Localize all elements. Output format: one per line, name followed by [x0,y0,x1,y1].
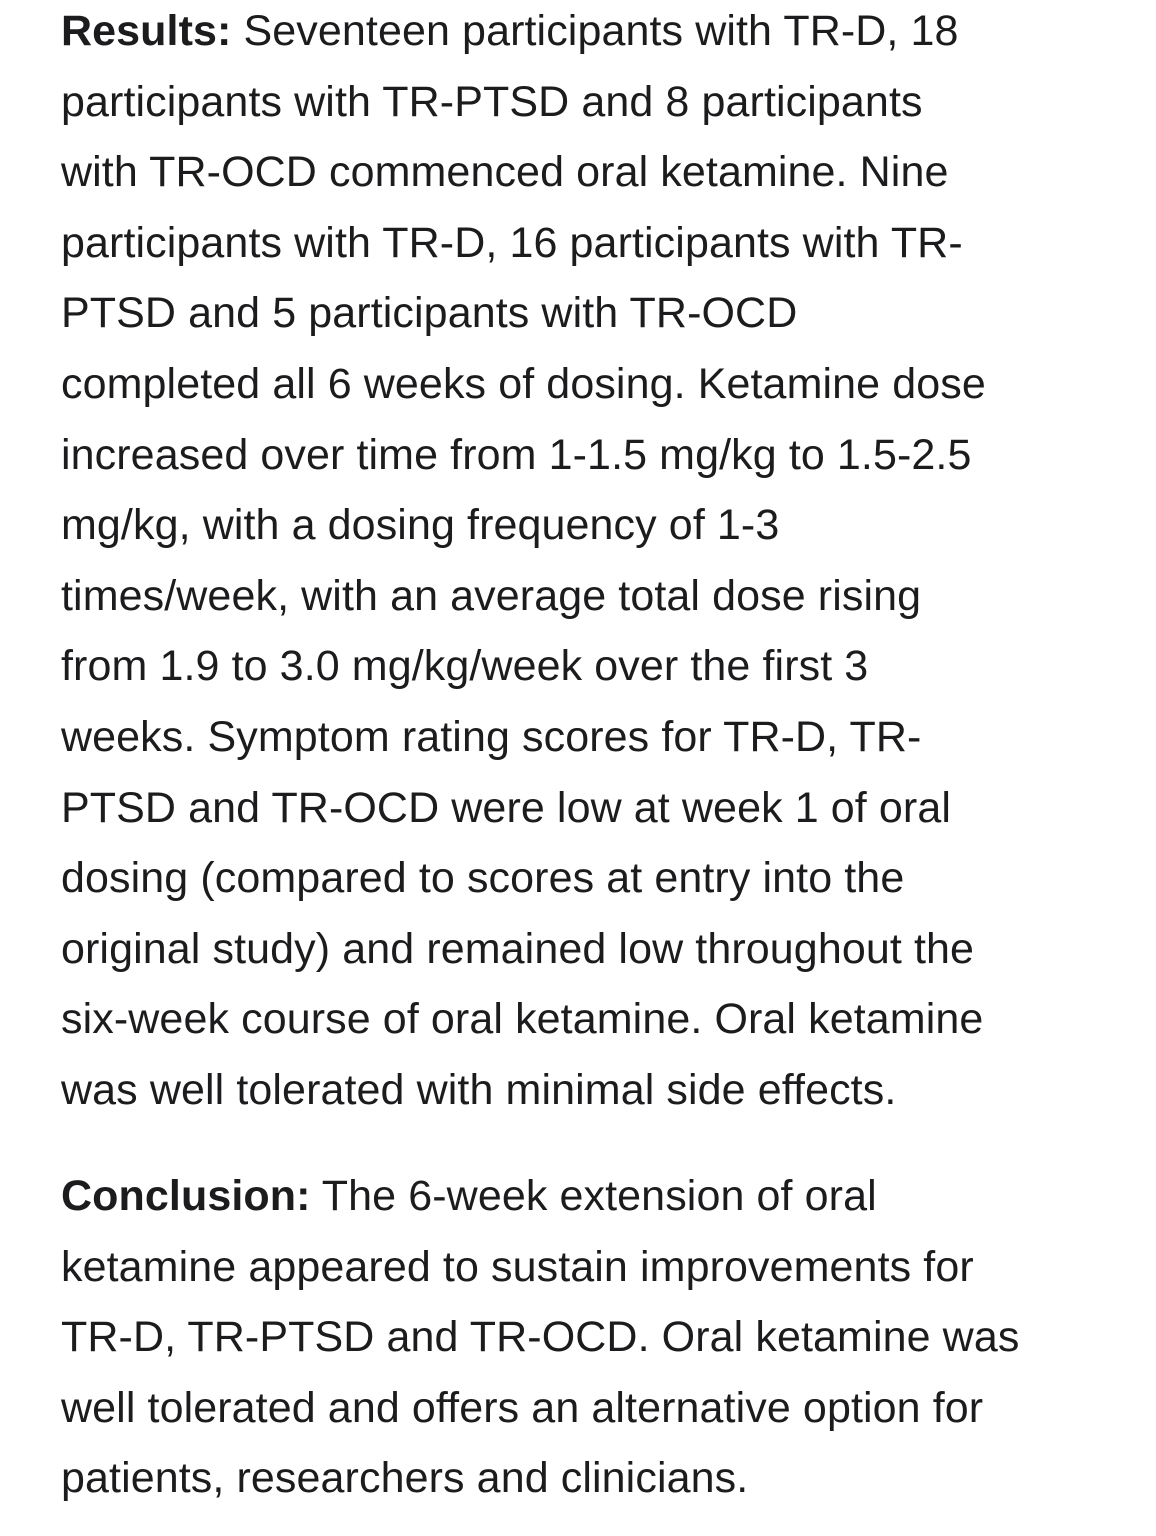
results-paragraph [61,0,1121,1126]
results-text-line: increased over time from 1-1.5 mg/kg to 1.5-2.5 [61,430,972,479]
results-text-line: weeks. Symptom rating scores for TR-D, TR- [61,712,922,761]
results-label: Results: [61,7,232,55]
conclusion-label: Conclusion: [61,1172,311,1220]
results-text-line: participants with TR-PTSD and 8 participants [61,77,923,126]
results-text-line: times/week, with an average total dose rising [61,571,922,620]
results-text-line: with TR-OCD commenced oral ketamine. Nine [61,148,949,197]
conclusion-text-line: The 6-week extension of oral [310,1172,877,1220]
results-text-line: mg/kg, with a dosing frequency of 1-3 [61,501,780,550]
results-text-line: participants with TR-D, 16 participants with TR- [61,218,963,267]
results-text-line: was well tolerated with minimal side effects. [61,1065,897,1114]
results-text-line: PTSD and 5 participants with TR-OCD [61,289,798,338]
conclusion-text-line: TR-D, TR-PTSD and TR-OCD. Oral ketamine was [61,1313,1020,1362]
results-text-line: six-week course of oral ketamine. Oral ketamine [61,995,984,1044]
conclusion-line-1 [61,1161,1121,1232]
conclusion-text-line: patients, researchers and clinicians. [61,1454,749,1503]
conclusion-text-line: ketamine appeared to sustain improvements for [61,1242,974,1291]
results-text-line: dosing (compared to scores at entry into the [61,854,905,903]
results-text-line: PTSD and TR-OCD were low at week 1 of oral [61,783,952,832]
results-text-line: completed all 6 weeks of dosing. Ketamine dose [61,359,986,408]
results-text-line: original study) and remained low throughout the [61,924,975,973]
conclusion-text-line: well tolerated and offers an alternative option for [61,1383,984,1432]
conclusion-paragraph [61,1161,1121,1514]
results-text-line: Seventeen participants with TR-D, 18 [231,7,959,55]
results-line-1 [61,0,1121,67]
results-text-line: from 1.9 to 3.0 mg/kg/week over the first 3 [61,642,869,691]
